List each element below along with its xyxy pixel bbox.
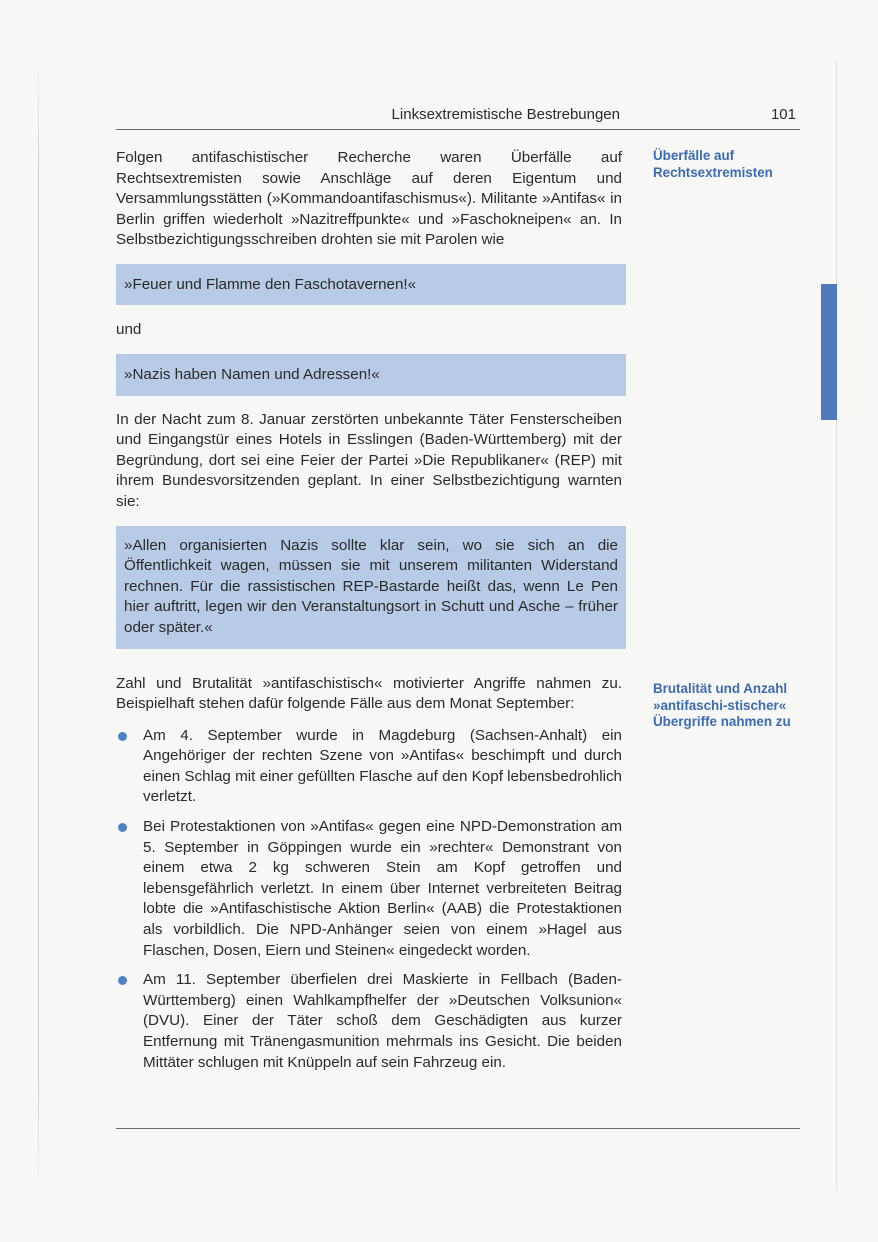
connector-text: und — [116, 320, 142, 338]
chapter-tab — [821, 284, 837, 420]
margin-note-raids: Überfälle auf Rechtsextremisten — [653, 148, 773, 180]
quote-text-1: »Feuer und Flamme den Faschotavernen!« — [124, 275, 417, 293]
list-item — [116, 817, 622, 961]
quote-text-3: »Allen organisierten Nazis sollte klar sein, wo sie sich an die Öffentlichkeit wagen, müssen sie mit unserem militanten Widerstand rechnen. Für die rassistischen REP-Bastarde heißt das, wenn Le Pen hier auftritt, legen wir den Veranstaltungsort in Schutt und Asche – früher oder später.« — [124, 536, 618, 636]
list-item — [116, 726, 622, 808]
page-number: 101 — [770, 106, 796, 123]
page-edge-right — [836, 60, 837, 1190]
footer-rule — [116, 1128, 800, 1129]
bullet-icon — [118, 823, 127, 832]
quote-text-2: »Nazis haben Namen und Adressen!« — [124, 365, 380, 383]
list-item — [116, 970, 622, 1073]
page-edge-left — [38, 60, 39, 1190]
list-item-text: Am 4. September wurde in Magdeburg (Sachsen-Anhalt) ein Angehöriger der rechten Szene von »Antifas« beschimpft und durch einen Schlag mit einer gefüllten Flasche auf den Kopf lebensbedrohlich verletzt. — [143, 726, 622, 806]
quote-box-2 — [116, 354, 626, 396]
page-header — [116, 104, 796, 128]
bullet-icon — [118, 976, 127, 985]
header-rule — [116, 129, 800, 130]
main-text — [116, 148, 622, 1073]
list-item-text: Am 11. September überfielen drei Maskierte in Fellbach (Baden-Württemberg) einen Wahlkampfhelfer der »Deutschen Volksunion« (DVU). Einer der Täter schoß dem Geschädigten aus kurzer Entfernung mit Tränengasmunition mehrmals ins Gesicht. Die beiden Mittäter schlugen mit Knüppeln auf sein Fahrzeug ein. — [143, 971, 622, 1071]
list-item-text: Bei Protestaktionen von »Antifas« gegen eine NPD-Demonstration am 5. September in Göppingen wurde ein »rechter« Demonstrant von einem etwa 2 kg schweren Stein am Kopf getroffen und lebensgefährlich verletzt. In einem über Internet verbreiteten Beitrag lobte die »Antifaschistische Aktion Berlin« (AAB) die Protestaktionen als vorbildlich. Die NPD-Anhänger seien von einem »Hagel aus Flaschen, Dosen, Eiern und Steinen« eingedeckt worden. — [143, 818, 622, 959]
september-case-list — [116, 726, 622, 1074]
running-head: Linksextremistische Bestrebungen — [391, 106, 620, 123]
bullet-icon — [118, 732, 127, 741]
esslingen-paragraph: In der Nacht zum 8. Januar zerstörten unbekannte Täter Fensterscheiben und Eingangstür eines Hotels in Esslingen (Baden-Württemberg) mit der Begründung, dort sei eine Feier der Partei »Die Republikaner« (REP) mit ihrem Bundesvorsitzenden geplant. In einer Selbstbezichtigung warnten sie: — [116, 410, 622, 510]
september-intro-paragraph: Zahl und Brutalität »antifaschistisch« motivierter Angriffe nahmen zu. Beispielhaft stehen dafür folgende Fälle aus dem Monat September: — [116, 674, 622, 713]
margin-note-brutality: Brutalität und Anzahl »antifaschi-stischer« Übergriffe nahmen zu — [653, 681, 791, 729]
quote-box-3 — [116, 526, 626, 649]
quote-box-1 — [116, 264, 626, 305]
intro-paragraph: Folgen antifaschistischer Recherche waren Überfälle auf Rechtsextremisten sowie Anschläge auf deren Eigentum und Versammlungsstätten (»Kommandoantifaschismus«). Militante »Antifas« in Berlin griffen wiederholt »Nazitreffpunkte« und »Faschokneipen« an. In Selbstbezichtigungsschreiben drohten sie mit Parolen wie — [116, 149, 622, 249]
